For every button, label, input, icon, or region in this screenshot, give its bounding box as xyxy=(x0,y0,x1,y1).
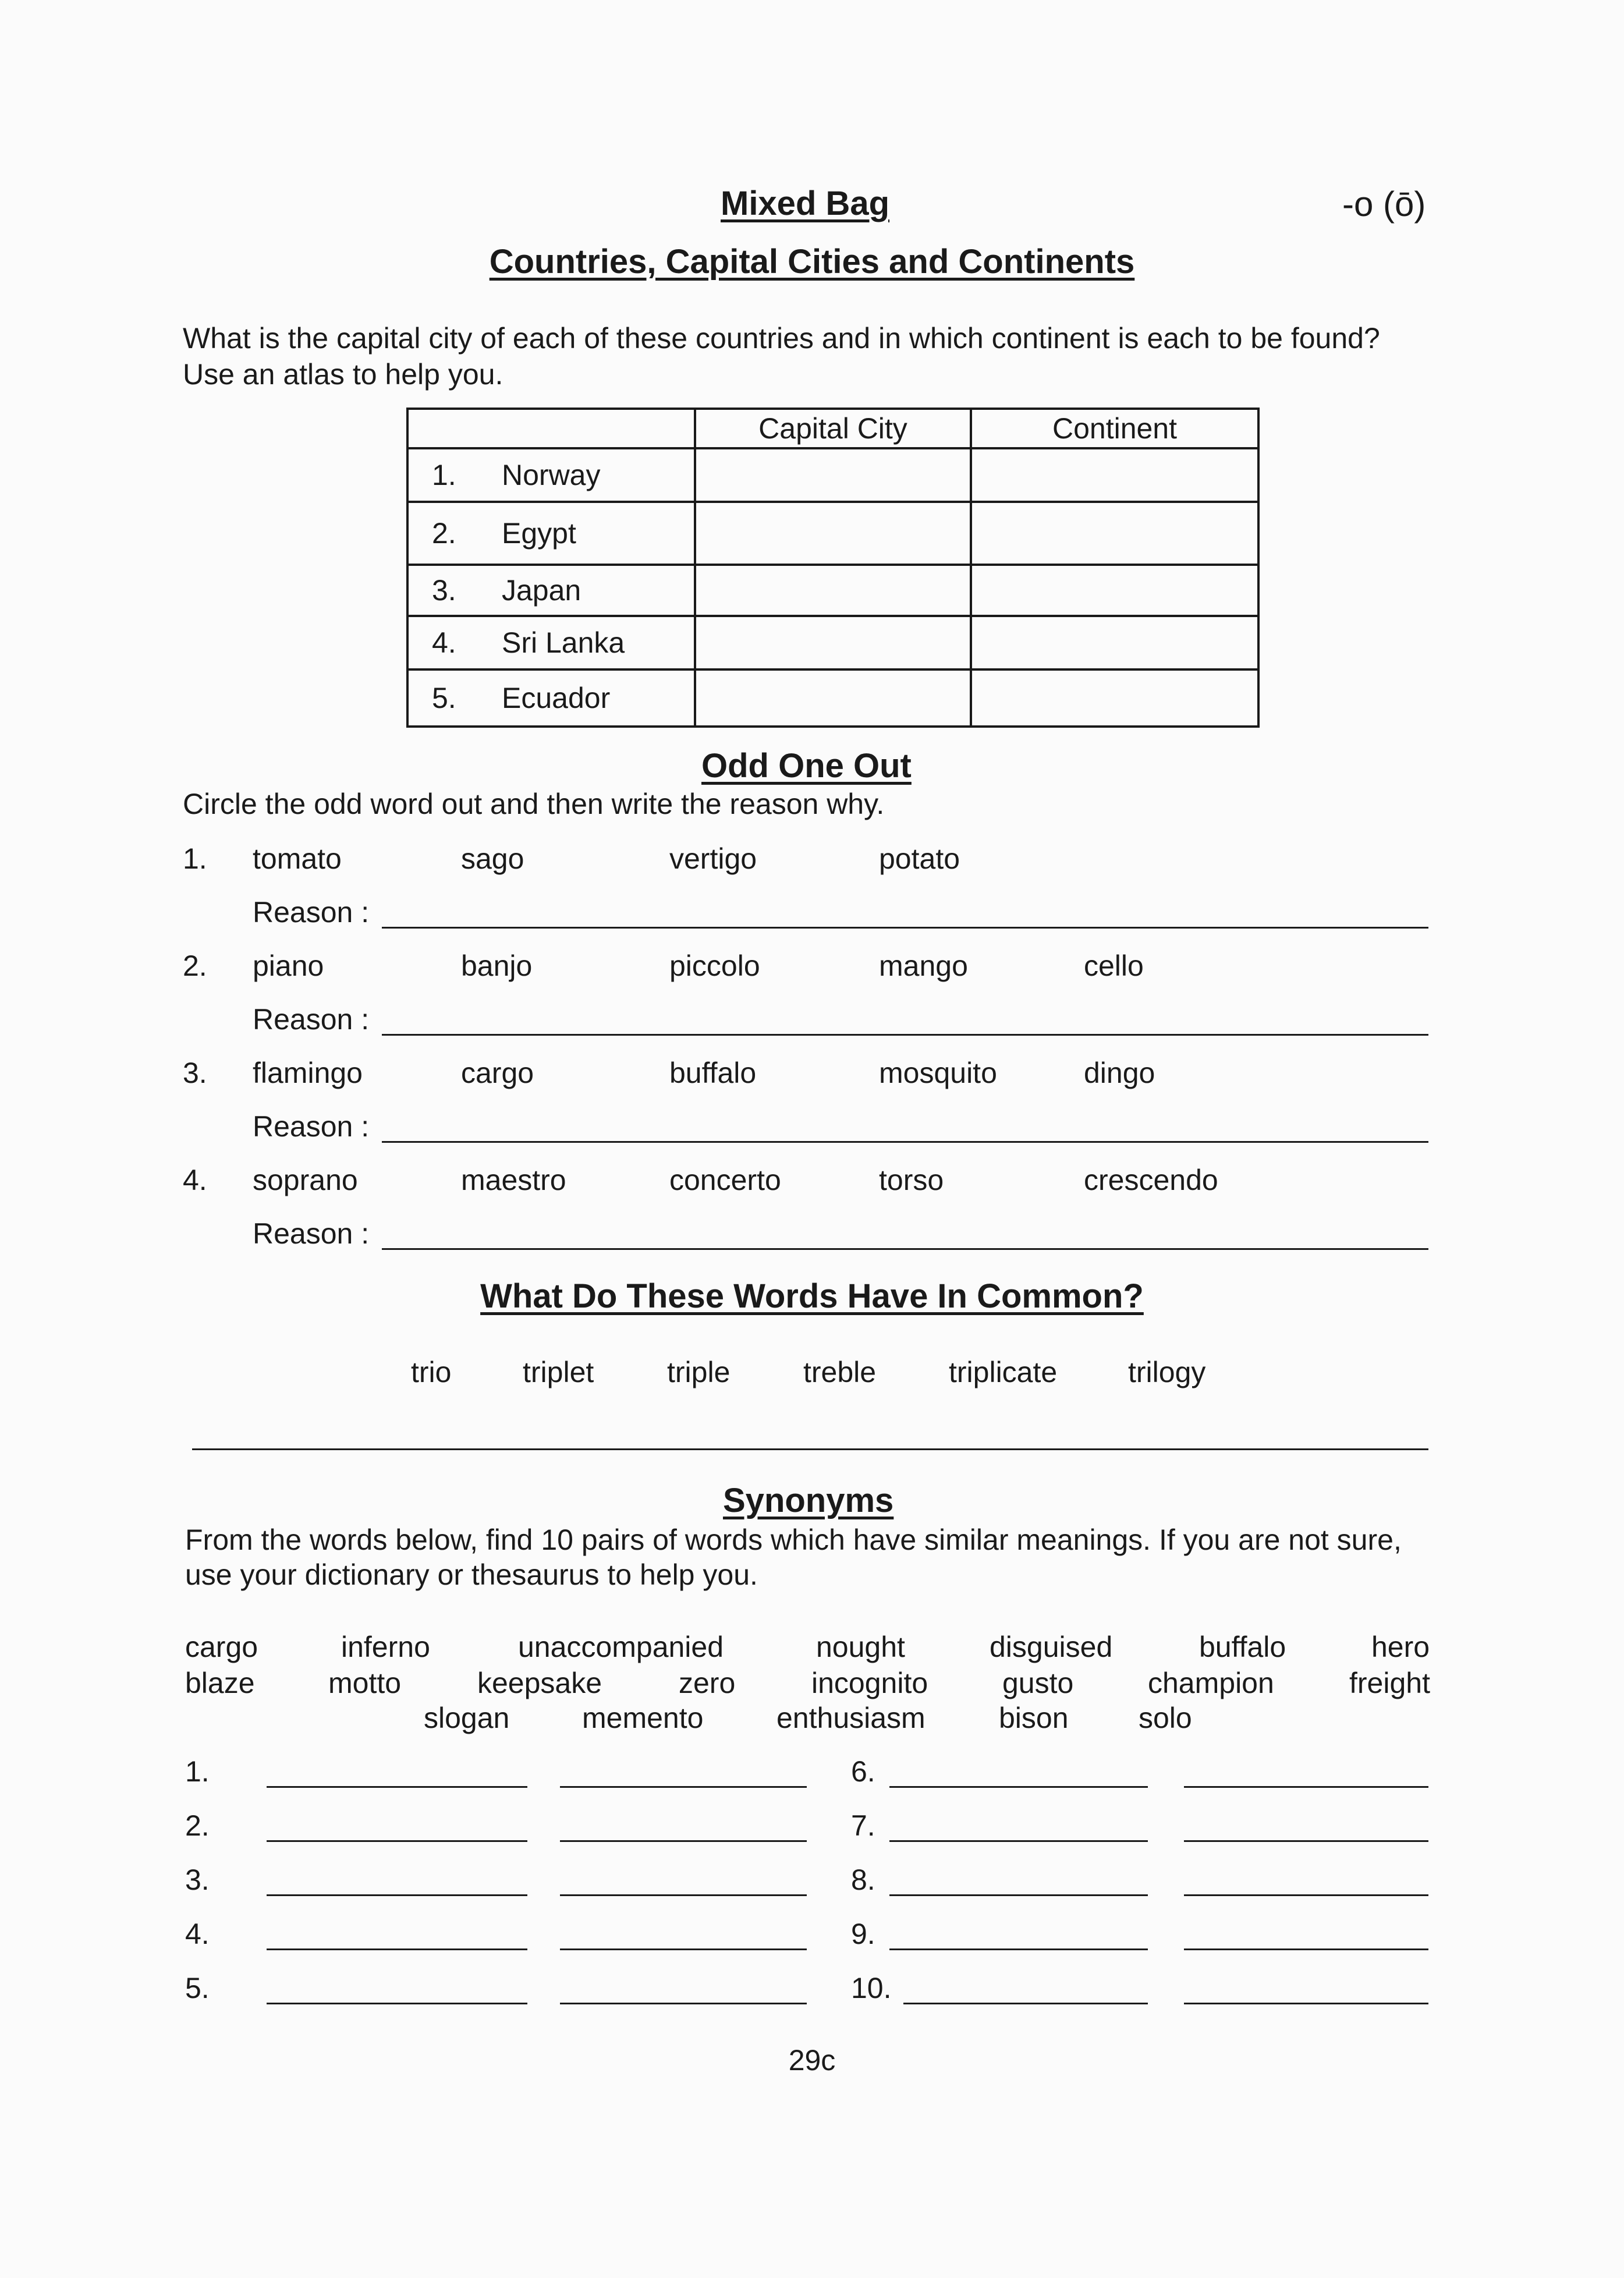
continent-answer-cell[interactable] xyxy=(971,448,1258,502)
header-blank-cell xyxy=(407,409,695,448)
table-row xyxy=(407,616,1258,669)
odd-word[interactable]: dingo xyxy=(1084,1057,1155,1089)
synonym-answer-line[interactable] xyxy=(889,1894,1148,1896)
countries-table xyxy=(406,408,1260,728)
synonym-answer-line[interactable] xyxy=(889,1948,1148,1950)
continent-answer-cell[interactable] xyxy=(971,669,1258,727)
row-number: 4. xyxy=(432,626,456,659)
word-bank-word: motto xyxy=(328,1667,402,1699)
odd-word[interactable]: sago xyxy=(461,842,524,875)
synonym-answer-line[interactable] xyxy=(560,1786,807,1788)
country-cell xyxy=(407,669,695,727)
synonym-answer-line[interactable] xyxy=(889,1840,1148,1842)
header-continent: Continent xyxy=(971,409,1258,448)
odd-word[interactable]: concerto xyxy=(669,1164,781,1196)
synonym-answer-line[interactable] xyxy=(267,1948,527,1950)
word-bank-word: buffalo xyxy=(1199,1631,1286,1663)
word-bank-word: nought xyxy=(816,1631,905,1663)
continent-answer-cell[interactable] xyxy=(971,502,1258,565)
synonym-answer-line[interactable] xyxy=(1184,1948,1428,1950)
reason-label: Reason : xyxy=(253,1003,370,1036)
synonym-answer-line[interactable] xyxy=(1184,1786,1428,1788)
synonym-answer-line[interactable] xyxy=(1184,1894,1428,1896)
synonym-pair-number: 2. xyxy=(185,1809,210,1842)
reason-label: Reason : xyxy=(253,1217,370,1250)
word-bank-word: slogan xyxy=(424,1702,510,1734)
odd-word[interactable]: soprano xyxy=(253,1164,358,1196)
table-row xyxy=(407,448,1258,502)
odd-word[interactable]: piccolo xyxy=(669,950,760,982)
synonym-pair-number: 10. xyxy=(851,1972,892,2004)
synonym-pair-number: 8. xyxy=(851,1864,875,1896)
synonym-answer-line[interactable] xyxy=(267,2003,527,2004)
phoneme-label: -o (ō) xyxy=(1342,185,1426,224)
header-capital-city: Capital City xyxy=(695,409,971,448)
reason-answer-line[interactable] xyxy=(382,927,1428,929)
word-bank-word: unaccompanied xyxy=(518,1631,724,1663)
common-word: triplicate xyxy=(949,1356,1058,1388)
continent-answer-cell[interactable] xyxy=(971,616,1258,669)
synonyms-instructions-1: From the words below, find 10 pairs of words which have similar meanings. If you are not sure, xyxy=(185,1524,1402,1556)
row-number: 5. xyxy=(432,682,456,714)
odd-item-number: 4. xyxy=(183,1164,207,1196)
capital-answer-cell[interactable] xyxy=(695,448,971,502)
common-word: triplet xyxy=(523,1356,594,1388)
reason-answer-line[interactable] xyxy=(382,1141,1428,1143)
synonym-pair-number: 7. xyxy=(851,1809,875,1842)
capital-answer-cell[interactable] xyxy=(695,616,971,669)
synonym-pair-number: 4. xyxy=(185,1918,210,1950)
odd-word[interactable]: cargo xyxy=(461,1057,534,1089)
reason-label: Reason : xyxy=(253,1110,370,1143)
common-word: trilogy xyxy=(1128,1356,1206,1388)
table-row xyxy=(407,565,1258,616)
table-header-row xyxy=(407,409,1258,448)
synonym-answer-line[interactable] xyxy=(1184,1840,1428,1842)
synonym-answer-line[interactable] xyxy=(889,1786,1148,1788)
odd-one-out-title: Odd One Out xyxy=(701,747,912,785)
odd-item-number: 1. xyxy=(183,842,207,875)
page-title: Mixed Bag xyxy=(721,185,890,222)
odd-word[interactable]: mosquito xyxy=(879,1057,997,1089)
odd-word[interactable]: banjo xyxy=(461,950,533,982)
row-number: 2. xyxy=(432,517,456,550)
odd-word[interactable]: cello xyxy=(1084,950,1144,982)
word-bank-word: gusto xyxy=(1002,1667,1074,1699)
word-bank-word: incognito xyxy=(811,1667,928,1699)
common-title: What Do These Words Have In Common? xyxy=(480,1277,1144,1315)
country-cell xyxy=(407,565,695,616)
page-number: 29c xyxy=(788,2044,836,2077)
odd-word[interactable]: potato xyxy=(879,842,960,875)
synonym-pair-number: 5. xyxy=(185,1972,210,2004)
synonym-answer-line[interactable] xyxy=(267,1894,527,1896)
common-word: triple xyxy=(667,1356,731,1388)
word-bank-word: inferno xyxy=(341,1631,430,1663)
synonyms-instructions-2: use your dictionary or thesaurus to help you. xyxy=(185,1558,758,1591)
word-bank-word: blaze xyxy=(185,1667,255,1699)
word-bank-word: bison xyxy=(999,1702,1069,1734)
synonym-answer-line[interactable] xyxy=(560,1948,807,1950)
synonyms-title: Synonyms xyxy=(723,1482,894,1519)
synonym-pair-number: 3. xyxy=(185,1864,210,1896)
odd-word[interactable]: mango xyxy=(879,950,968,982)
reason-answer-line[interactable] xyxy=(382,1034,1428,1036)
word-bank-word: enthusiasm xyxy=(776,1702,926,1734)
country-name: Ecuador xyxy=(502,682,611,714)
common-word: trio xyxy=(411,1356,452,1388)
odd-item-number: 3. xyxy=(183,1057,207,1089)
synonym-answer-line[interactable] xyxy=(560,2003,807,2004)
synonym-answer-line[interactable] xyxy=(1184,2003,1428,2004)
word-bank-word: memento xyxy=(582,1702,704,1734)
word-bank-word: hero xyxy=(1371,1631,1430,1663)
row-number: 3. xyxy=(432,574,456,607)
odd-word[interactable]: torso xyxy=(879,1164,944,1196)
common-word: treble xyxy=(803,1356,877,1388)
synonym-answer-line[interactable] xyxy=(560,1894,807,1896)
odd-word[interactable]: crescendo xyxy=(1084,1164,1218,1196)
synonym-pair-number: 1. xyxy=(185,1755,210,1788)
odd-word[interactable]: buffalo xyxy=(669,1057,757,1089)
word-bank-word: disguised xyxy=(990,1631,1113,1663)
table-row xyxy=(407,502,1258,565)
word-bank-word: champion xyxy=(1148,1667,1274,1699)
continent-answer-cell[interactable] xyxy=(971,565,1258,616)
synonym-answer-line[interactable] xyxy=(267,1786,527,1788)
odd-one-out-instructions: Circle the odd word out and then write the reason why. xyxy=(183,788,885,820)
odd-item-number: 2. xyxy=(183,950,207,982)
synonym-answer-line[interactable] xyxy=(267,1840,527,1842)
country-cell xyxy=(407,448,695,502)
country-name: Egypt xyxy=(502,517,576,550)
word-bank-word: keepsake xyxy=(477,1667,602,1699)
odd-word[interactable]: maestro xyxy=(461,1164,566,1196)
country-name: Japan xyxy=(502,574,581,607)
odd-word[interactable]: vertigo xyxy=(669,842,757,875)
table-row xyxy=(407,669,1258,727)
word-bank-word: solo xyxy=(1139,1702,1192,1734)
page-subtitle: Countries, Capital Cities and Continents xyxy=(489,243,1135,281)
capital-answer-cell[interactable] xyxy=(695,502,971,565)
reason-label: Reason : xyxy=(253,896,370,929)
word-bank-word: cargo xyxy=(185,1631,258,1663)
capital-answer-cell[interactable] xyxy=(695,669,971,727)
common-answer-line[interactable] xyxy=(192,1448,1428,1450)
synonym-answer-line[interactable] xyxy=(903,2003,1148,2004)
synonym-pair-number: 9. xyxy=(851,1918,875,1950)
country-cell xyxy=(407,616,695,669)
row-number: 1. xyxy=(432,459,456,491)
synonym-pair-number: 6. xyxy=(851,1755,875,1788)
capital-answer-cell[interactable] xyxy=(695,565,971,616)
odd-word[interactable]: piano xyxy=(253,950,324,982)
capitals-instructions-2: Use an atlas to help you. xyxy=(183,358,503,391)
word-bank-word: zero xyxy=(679,1667,736,1699)
country-name: Sri Lanka xyxy=(502,626,625,659)
country-name: Norway xyxy=(502,459,601,491)
capitals-instructions-1: What is the capital city of each of these countries and in which continent is each to be found? xyxy=(183,322,1380,355)
word-bank-word: freight xyxy=(1349,1667,1430,1699)
synonym-answer-line[interactable] xyxy=(560,1840,807,1842)
odd-word[interactable]: flamingo xyxy=(253,1057,363,1089)
country-cell xyxy=(407,502,695,565)
reason-answer-line[interactable] xyxy=(382,1248,1428,1250)
odd-word[interactable]: tomato xyxy=(253,842,342,875)
